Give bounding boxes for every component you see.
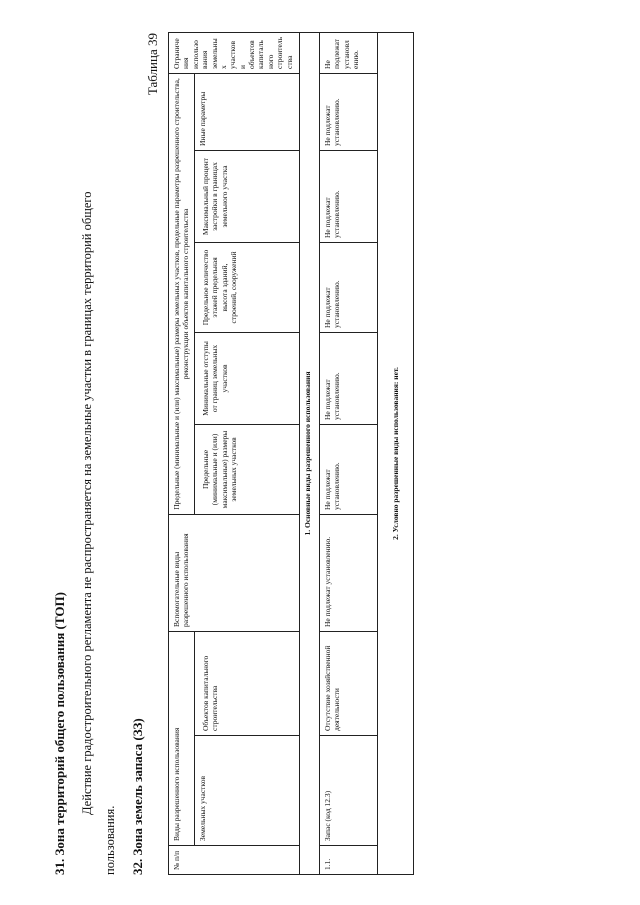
header-num: № п/п — [169, 846, 300, 875]
row-land: Запас (код 12.3) — [320, 736, 378, 846]
header-param-other: Иные параметры — [194, 73, 299, 150]
header-vri-oks: Объектов капитального строительства — [194, 631, 299, 735]
row-num: 1.1. — [320, 846, 378, 875]
row-param-floors: Не подлежат установлению. — [320, 242, 378, 332]
section-31-heading: 31. Зона территорий общего пользования (ТОП) — [52, 592, 67, 875]
header-vri-land: Земельных участков — [194, 736, 299, 846]
row-oks: Отсутствие хозяйственной деятельности — [320, 631, 378, 735]
table-caption: Таблица 39 — [145, 33, 160, 96]
header-param-coverage: Максимальный процент застройки в границах земельного участка — [194, 150, 299, 242]
header-params: Предельные (минимальные и (или) максимальные) размеры земельных участков, предельные параметры разрешенного строительства, реконструкции объектов капитального строительства — [169, 73, 195, 514]
row-param-coverage: Не подлежат установлению. — [320, 150, 378, 242]
row-param-other: Не подлежат установлению. — [320, 73, 378, 150]
header-param-floors: Предельное количество этажей предельная высота зданий, строений, сооружений — [194, 242, 299, 332]
header-limits: Ограничения использования земельных участков и объектов капитального строительства — [169, 32, 300, 73]
row-aux: Не подлежат установлению. — [320, 514, 378, 631]
header-vri: Виды разрешенного использования — [169, 631, 195, 845]
header-aux: Вспомогательные виды разрешенного использования — [169, 514, 300, 631]
section-31-paragraph-line2: пользования. — [103, 805, 117, 875]
section-2-label: 2. Условно разрешенные виды использования: нет. — [377, 32, 413, 874]
regulation-table — [168, 32, 414, 875]
section-1-label: 1. Основные виды разрешенного использования — [299, 32, 319, 874]
section-32-heading: 32. Зона земель запаса (ЗЗ) — [130, 718, 145, 875]
header-param-setback: Минимальные отступы от границ земельных участков — [194, 332, 299, 424]
row-param-size: Не подлежат установлению. — [320, 424, 378, 514]
header-param-size: Предельные (минимальные и (или) максимальные) размеры земельных участков — [194, 424, 299, 514]
row-limits: Не подлежат установлению. — [320, 32, 378, 73]
row-param-setback: Не подлежат установлению. — [320, 332, 378, 424]
section-31-paragraph-line1: Действие градостроительного регламента не распространяется на земельные участки в границах территорий общего — [80, 191, 94, 815]
